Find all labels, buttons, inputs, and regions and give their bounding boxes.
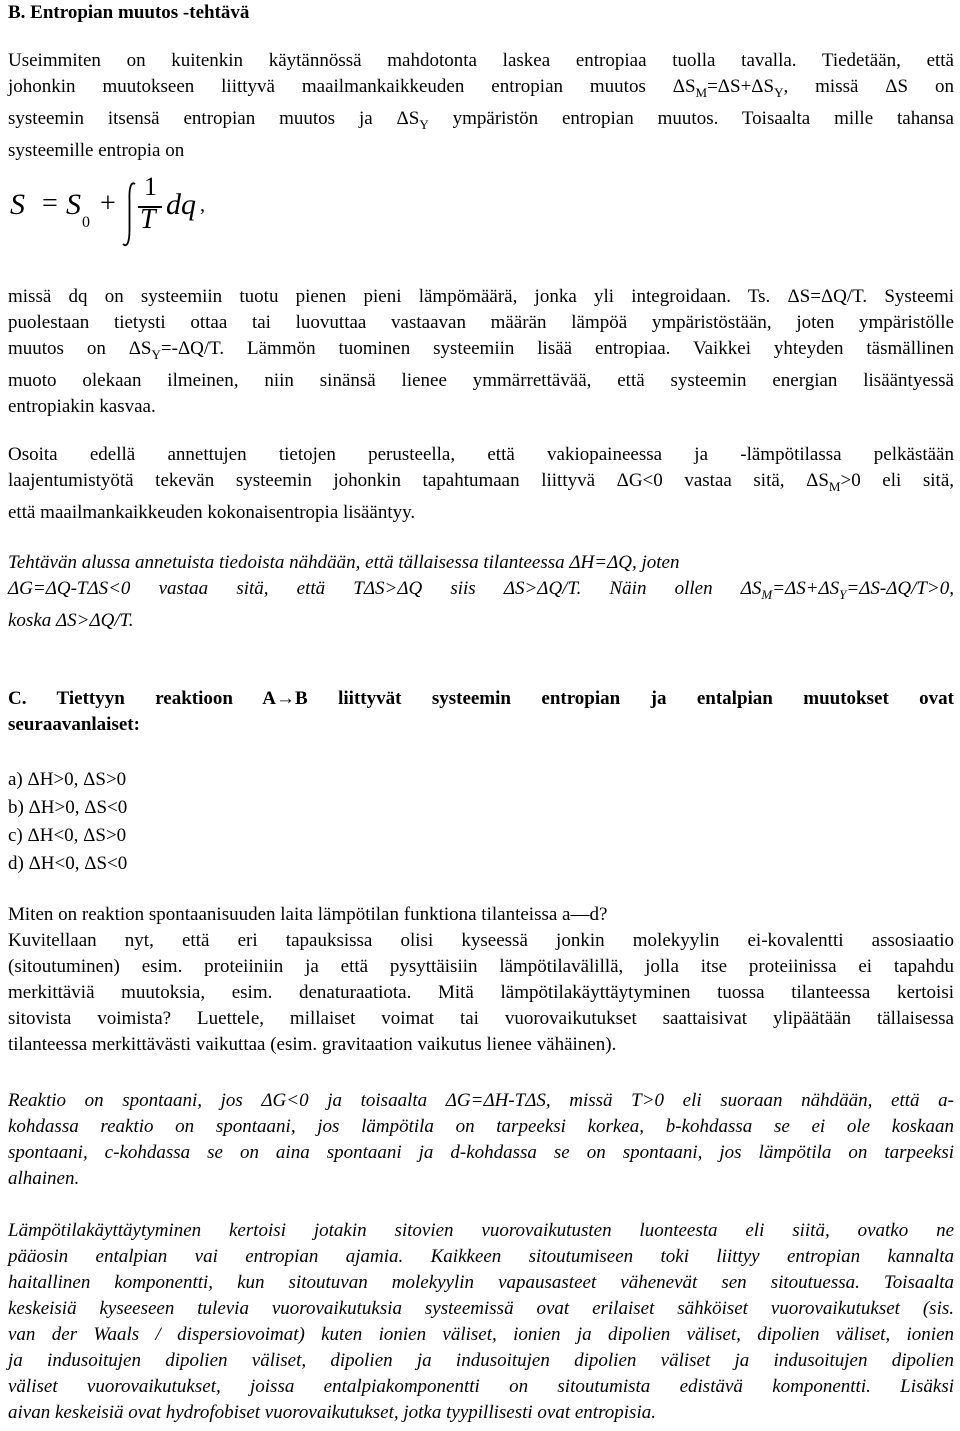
options-list xyxy=(8,766,954,878)
text-line: ΔG=ΔQ-TΔS<0 vastaa sitä, että TΔS>ΔQ siis ΔS>ΔQ/T. Näin ollen $\Delta S_M=\Delta S+\Delta S_Y=\Delta S-\Delta Q/T>0$, xyxy=(8,578,954,602)
text-line: väliset vuorovaikutukset, joissa entalpiakomponentti on sitoutumista edistävä komponentti. Lisäksi xyxy=(8,1376,954,1397)
integral-icon xyxy=(120,180,140,250)
subscript: M xyxy=(695,84,708,100)
text-line: johonkin muutokseen liittyvä maailmankaikkeuden entropian muutos $\Delta S_M=\Delta S+\Delta S_Y$, missä ΔS on xyxy=(8,76,954,100)
text-line: muutos on $\Delta S_Y=-\Delta Q/T$. Lämmön tuominen systeemiin lisää entropiaa. Vaikkei yhteyden täsmällinen xyxy=(8,338,954,362)
text-line: puolestaan tietysti ottaa tai luovuttaa vastaavan määrän lämpöä ympäristöstään, joten ympäristölle xyxy=(8,312,954,333)
subscript: M xyxy=(761,586,773,602)
text-line: sitovista voimista? Luettele, millaiset voimat tai vuorovaikutukset saattaisivat ylipäätään tällaisessa xyxy=(8,1008,954,1029)
subscript: M xyxy=(828,478,841,494)
text-line: Osoita edellä annettujen tietojen perusteella, että vakiopaineessa ja -lämpötilassa pelkästään xyxy=(8,444,954,465)
formula-numerator: 1 xyxy=(144,172,157,201)
formula-subscript: 0 xyxy=(82,214,90,231)
section-b-task xyxy=(8,442,954,526)
subscript: Y xyxy=(774,84,784,100)
section-c-questions xyxy=(8,902,954,1058)
text-line: (sitoutuminen) esim. proteiiniin ja että pysyttäisiin lämpötilavälillä, jolla itse proteiinissa ei tapahdu xyxy=(8,956,954,977)
text-line: Lämpötilakäyttäytyminen kertoisi jotakin sitovien vuorovaikutusten luonteesta eli siitä, ovatko ne xyxy=(8,1220,954,1241)
list-item: c) ΔH<0, ΔS>0 xyxy=(8,825,127,846)
text-line: kohdassa reaktio on spontaani, jos lämpötila on tarpeeksi korkea, b-kohdassa se ei ole koskaan xyxy=(8,1116,954,1137)
text-line: entropiakin kasvaa. xyxy=(8,395,156,417)
text-line: van der Waals / dispersiovoimat) kuten ionien väliset, ionien ja dipolien väliset, dipolien väliset, ionien xyxy=(8,1324,954,1345)
formula-denominator: T xyxy=(140,204,156,235)
text-line: tilanteessa merkittävästi vaikuttaa (esim. gravitaation vaikutus lienee vähäinen). xyxy=(8,1034,617,1055)
entropy-formula xyxy=(8,172,308,260)
formula-equals: = xyxy=(42,188,58,219)
text-line: spontaani, c-kohdassa se on aina spontaani ja d-kohdassa se on spontaani, jos lämpötila on tarpeeksi xyxy=(8,1142,954,1163)
subscript: Y xyxy=(419,116,429,132)
text-line: merkittäviä muutoksia, esim. denaturaatiota. Mitä lämpötilakäyttäytyminen tuossa tilanteessa kertoisi xyxy=(8,982,954,1003)
text-line: koska ΔS>ΔQ/T. xyxy=(8,609,134,631)
section-b-explanation xyxy=(8,284,954,420)
section-b-answer xyxy=(8,550,954,634)
text-line: laajentumistyötä tekevän systeemin johonkin tapahtumaan liittyvä ΔG<0 vastaa sitä, $\Delta S_M>0$ eli sitä, xyxy=(8,470,954,494)
section-c-answer-2 xyxy=(8,1218,954,1426)
text-line: Kuvitellaan nyt, että eri tapauksissa olisi kyseessä jonkin molekyylin ei-kovalentti assosiaatio xyxy=(8,930,954,951)
formula-s0: S xyxy=(66,188,81,221)
heading-line: seuraavanlaiset: xyxy=(8,714,140,735)
text-line: systeemin itsensä entropian muutos ja $\Delta S_Y$ ympäristön entropian muutos. Toisaalta mille tahansa xyxy=(8,107,954,132)
section-c-answer-1 xyxy=(8,1088,954,1192)
text-line: missä dq on systeemiin tuotu pienen pieni lämpömäärä, jonka yli integroidaan. Ts. ΔS=ΔQ/T. Systeemi xyxy=(8,286,954,307)
list-item: a) ΔH>0, ΔS>0 xyxy=(8,769,127,790)
formula-plus: + xyxy=(100,188,116,219)
text-line: keskeisiä kyseeseen tulevia vuorovaikutuksia systeemissä ovat erilaiset sähköiset vuorovaikutukset (sis. xyxy=(8,1298,954,1319)
text-line: ja indusoitujen dipolien väliset, dipolien ja indusoitujen dipolien väliset ja indusoitujen dipolien xyxy=(8,1350,954,1371)
text-line: haitallinen komponentti, kun sitoutuvan molekyylin vapausasteet vähenevät sen sitoutuessa. Toisaalta xyxy=(8,1272,954,1293)
list-item: b) ΔH>0, ΔS<0 xyxy=(8,797,128,818)
formula-lhs: S xyxy=(10,188,25,221)
section-b-heading: B. Entropian muutos -tehtävä xyxy=(8,2,250,23)
subscript: Y xyxy=(839,586,847,602)
text-line: että maailmankaikkeuden kokonaisentropia lisääntyy. xyxy=(8,501,416,523)
text-line: aivan keskeisiä ovat hydrofobiset vuorovaikutukset, jotka tyypillisesti ovat entropisia. xyxy=(8,1402,656,1423)
text-line: Useimmiten on kuitenkin käytännössä mahdotonta laskea entropiaa tuolla tavalla. Tiedetään, että xyxy=(8,50,954,71)
text-line: Miten on reaktion spontaanisuuden laita lämpötilan funktiona tilanteissa a—d? xyxy=(8,904,608,925)
text-line: systeemille entropia on xyxy=(8,139,185,161)
list-item: d) ΔH<0, ΔS<0 xyxy=(8,853,128,874)
subscript: Y xyxy=(151,346,161,362)
text-line: alhainen. xyxy=(8,1168,80,1189)
heading-line: C. Tiettyyn reaktioon A→B liittyvät systeemin entropian ja entalpian muutokset ovat xyxy=(8,688,954,709)
formula-dq: dq xyxy=(166,188,196,221)
section-c-heading xyxy=(8,686,954,738)
section-b-intro xyxy=(8,48,954,164)
formula-comma: , xyxy=(200,194,205,216)
text-line: muoto olekaan ilmeinen, niin sinänsä lienee ymmärrettävää, että systeemin energian lisääntyessä xyxy=(8,369,954,391)
text-line: Tehtävän alussa annetuista tiedoista nähdään, että tällaisessa tilanteessa ΔH=ΔQ, joten xyxy=(8,552,680,573)
text-line: pääosin entalpian vai entropian ajamia. Kaikkeen sitoutumiseen toki liittyy entropian kannalta xyxy=(8,1246,954,1267)
text-line: Reaktio on spontaani, jos ΔG<0 ja toisaalta ΔG=ΔH-TΔS, missä T>0 eli suoraan nähdään, että a- xyxy=(8,1090,954,1111)
